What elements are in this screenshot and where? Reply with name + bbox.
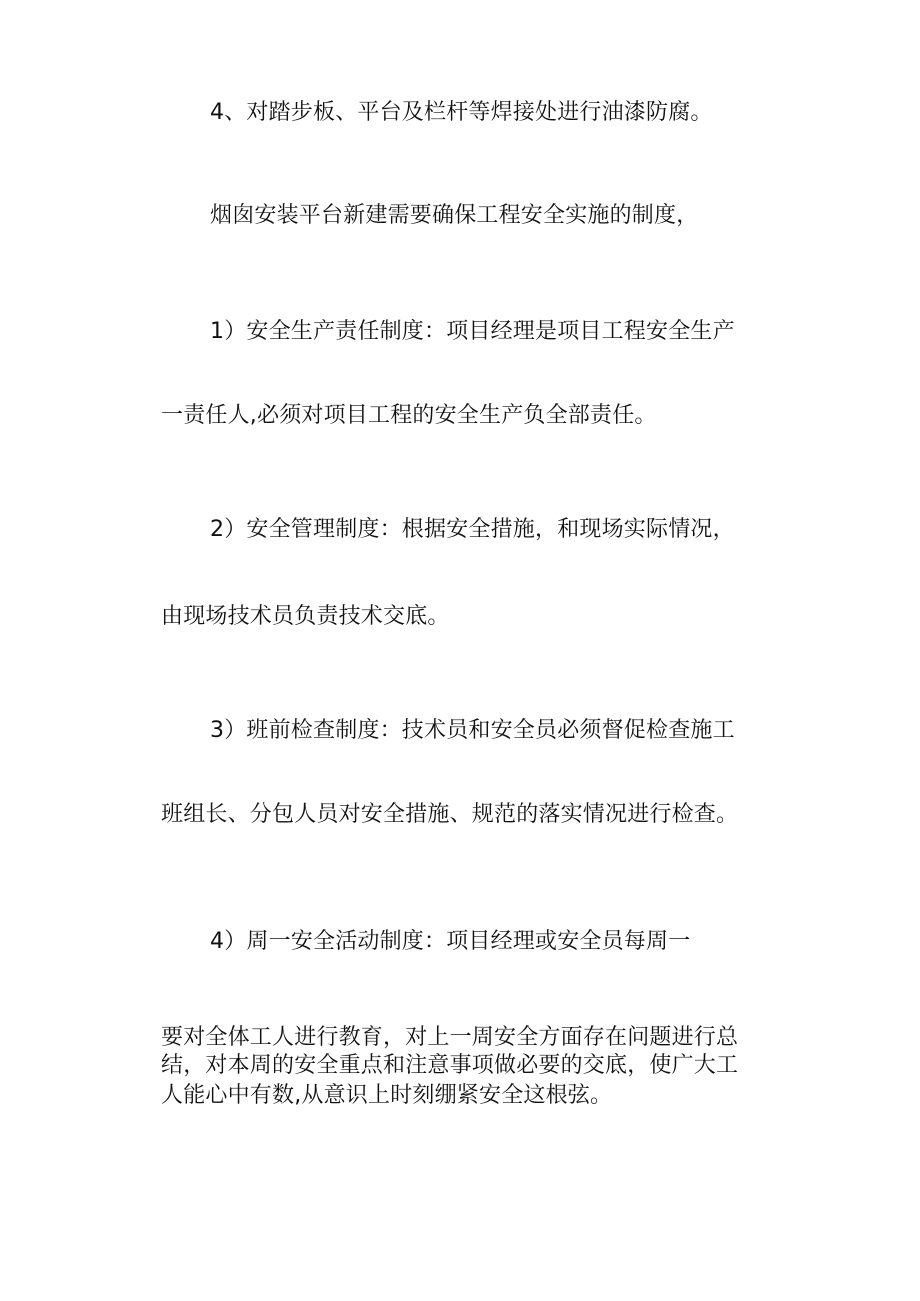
paragraph-weekly-line-2: 要对全体工人进行教育，对上一周安全方面存在问题进行总 xyxy=(161,1025,739,1050)
paragraph-weekly-line-1: 4）周一安全活动制度：项目经理或安全员每周一 xyxy=(210,929,691,954)
paragraph-weekly-line-4: 人能心中有数,从意识上时刻绷紧安全这根弦。 xyxy=(161,1083,613,1108)
paragraph-inspection-line-1: 3）班前检查制度：技术员和安全员必须督促检查施工 xyxy=(210,718,735,743)
paragraph-inspection-line-2: 班组长、分包人员对安全措施、规范的落实情况进行检查。 xyxy=(161,802,739,827)
paragraph-responsibility-line-2: 一责任人,必须对项目工程的安全生产负全部责任。 xyxy=(161,403,657,428)
paragraph-anticorrosion: 4、对踏步板、平台及栏杆等焊接处进行油漆防腐。 xyxy=(210,100,713,125)
paragraph-safety-intro: 烟囱安装平台新建需要确保工程安全实施的制度， xyxy=(210,203,699,228)
paragraph-responsibility-line-1: 1）安全生产责任制度：项目经理是项目工程安全生产 xyxy=(210,319,735,344)
paragraph-management-line-2: 由现场技术员负责技术交底。 xyxy=(161,604,450,629)
paragraph-management-line-1: 2）安全管理制度：根据安全措施，和现场实际情况， xyxy=(210,517,735,542)
paragraph-weekly-line-3: 结，对本周的安全重点和注意事项做必要的交底，使广大工 xyxy=(161,1053,739,1078)
